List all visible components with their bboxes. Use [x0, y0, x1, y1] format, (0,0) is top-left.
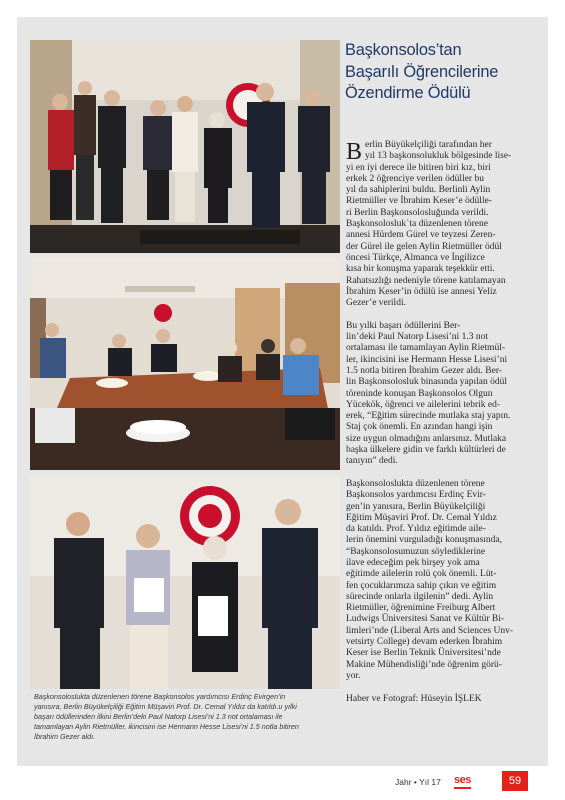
text-line: size uygun olmadığını anlarsınız. Mutlaka	[346, 433, 507, 444]
article-body	[346, 140, 532, 716]
text-line: lerin önemini vurguladığı konuşmasında,	[346, 535, 503, 546]
text-line: Keser ise Berlin Teknik Üniversitesi’nde	[346, 648, 501, 659]
text-line: yıl 13 başkonsolukluk bölgesinde lise-	[365, 151, 512, 162]
text-line: Başkonsoloslukta düzenlenen törene	[346, 478, 485, 489]
caption-line: başarı ödüllerinden ilkini Berlin’deki Paul Natorp Lisesi’ni 1.3 not ortalaması ile	[34, 712, 283, 722]
paragraph	[346, 479, 532, 682]
text-line: Makine Mühendisliği’nde öğrenim görü-	[346, 659, 502, 670]
caption-line: İbrahim Gezer aldı.	[34, 732, 96, 742]
text-line: “Başkonsolosumuzun söylediklerine	[346, 546, 486, 557]
text-line: yıl da sahiplerini buldu. Berlinli Aylin	[346, 185, 491, 196]
text-line: Yücekök, öğrenci ve ailelerini tebrik ed-	[346, 399, 501, 410]
title-line: Başkonsolos’tan	[345, 41, 462, 59]
text-line: der Gürel ile gelen Aylin Rietmüller ödül	[346, 241, 502, 252]
text-line: Rietmüller ve İbrahim Keser’e ödülle-	[346, 196, 492, 207]
text-line: Başkonsolosluk`ta düzenlenen törene	[346, 219, 488, 230]
text-line: eğitimde ailelerin rolü çok önemli. Lüt-	[346, 569, 497, 580]
award-photo	[30, 476, 340, 689]
text-line: Gezer’e verildi.	[346, 298, 406, 309]
text-line: Eğitim Müşaviri Prof. Dr. Cemal Yıldız	[346, 512, 497, 523]
text-line: yi en iyi derece ile bitiren biri kız, biri	[346, 162, 491, 173]
text-line: töreninde konuşan Başkonsolos Olgun	[346, 388, 493, 399]
text-line: Bu yılki başarı ödüllerini Ber-	[346, 320, 461, 331]
text-line: lin’deki Paul Natorp Lisesi’ni 1.3 not	[346, 332, 488, 343]
byline	[346, 694, 532, 705]
group-photo	[30, 40, 340, 253]
caption-line: Başkonsoloslukta düzenlenen törene Başkonsolos yardımcısı Erdinç Evirgen’in	[34, 692, 286, 701]
paragraph	[346, 140, 532, 309]
text-line: gen’in yanısıra, Berlin Büyükelçiliği	[346, 501, 486, 512]
photo-caption	[34, 692, 338, 742]
page-footer	[0, 774, 565, 796]
text-line: 1.5 notla bitiren İbrahim Gezer aldı. Ber-	[346, 365, 502, 376]
title-line: Başarılı Öğrencilerine	[345, 62, 499, 81]
text-line: öncesi Türkçe, Almanca ve İngilizce	[346, 252, 485, 263]
paragraph	[346, 321, 532, 468]
text-line: erkek 2 öğrenciye verilen ödüller bu	[346, 173, 484, 184]
drop-cap: B	[346, 139, 363, 165]
text-line: erlin Büyükelçiliği tarafından her	[365, 140, 492, 150]
text-line: Ludwigs Üniversitesi Sanat ve Kültür Bi-	[346, 614, 505, 625]
text-line: Başkonsolos yardımcısı Erdinç Evir-	[346, 490, 486, 501]
text-line: fen çocuklarımıza sahip çıkın ve eğitim	[346, 580, 497, 591]
text-line: Haber ve Fotograf: Hüseyin İŞLEK	[346, 693, 482, 704]
title-line: Özendirme Ödülü	[345, 84, 471, 102]
meeting-photo	[30, 258, 340, 470]
text-line: Staj çok önemli. En azından hangi işin	[346, 422, 493, 433]
text-line: Rahatsızlığı nedeniyle törene katılamayan	[346, 275, 506, 286]
text-line: ilave edeceğim pek birşey yok ama	[346, 557, 480, 568]
text-line: lin Başkonsolosluk binasında yapılan ödül	[346, 377, 507, 388]
text-line: ortalaması ile tamamlayan Aylin Rietmül-	[346, 343, 506, 354]
caption-line: yanısıra, Berlin Büyükelçiliği Eğitim Müşaviri Prof. Dr. Cemal Yıldız da katıldı.u yılki	[34, 702, 297, 712]
text-line: annesi Hürdem Gürel ve teyzesi Zeren-	[346, 230, 496, 241]
text-line: tanıyın” dedi.	[346, 456, 398, 467]
text-line: da katıldı. Prof. Yıldız eğitimde aile-	[346, 524, 486, 535]
text-line: Rietmüller, öğrenimine Freiburg Albert	[346, 603, 496, 614]
text-line: ri Berlin Başkonsolosluğunda verildi.	[346, 207, 489, 218]
article-title	[345, 40, 540, 105]
text-line: İbrahim Keser’in ödülü ise annesi Yeliz	[346, 286, 497, 297]
magazine-logo: ses	[454, 774, 471, 789]
issue-label: Jahr • Yıl 17	[395, 777, 441, 787]
page-number: 59	[502, 771, 528, 791]
text-line: başka ülkelere gidin ve farklı kültürleri de	[346, 445, 506, 456]
text-line: kısa bir konuşma yaparak teşekkür etti.	[346, 264, 495, 275]
text-line: limleri’nde (Liberal Arts and Sciences Unv-	[346, 625, 513, 636]
caption-line: tamamlayan Aylin Rietmüller, ikincisini ise Hermann Hesse Lisesi’ni 1.5 notla bitiren	[34, 722, 299, 732]
text-line: vetsirty College) devam ederken İbrahim	[346, 637, 503, 648]
text-line: erek, “Eğitim sürecinde mutlaka staj yapın.	[346, 411, 511, 422]
text-line: yor.	[346, 670, 361, 681]
text-line: ler, ikincisini ise Hermann Hesse Lisesi’ni	[346, 354, 508, 365]
text-line: sürecinde onlarla ilgilenin” dedi. Aylin	[346, 591, 494, 602]
